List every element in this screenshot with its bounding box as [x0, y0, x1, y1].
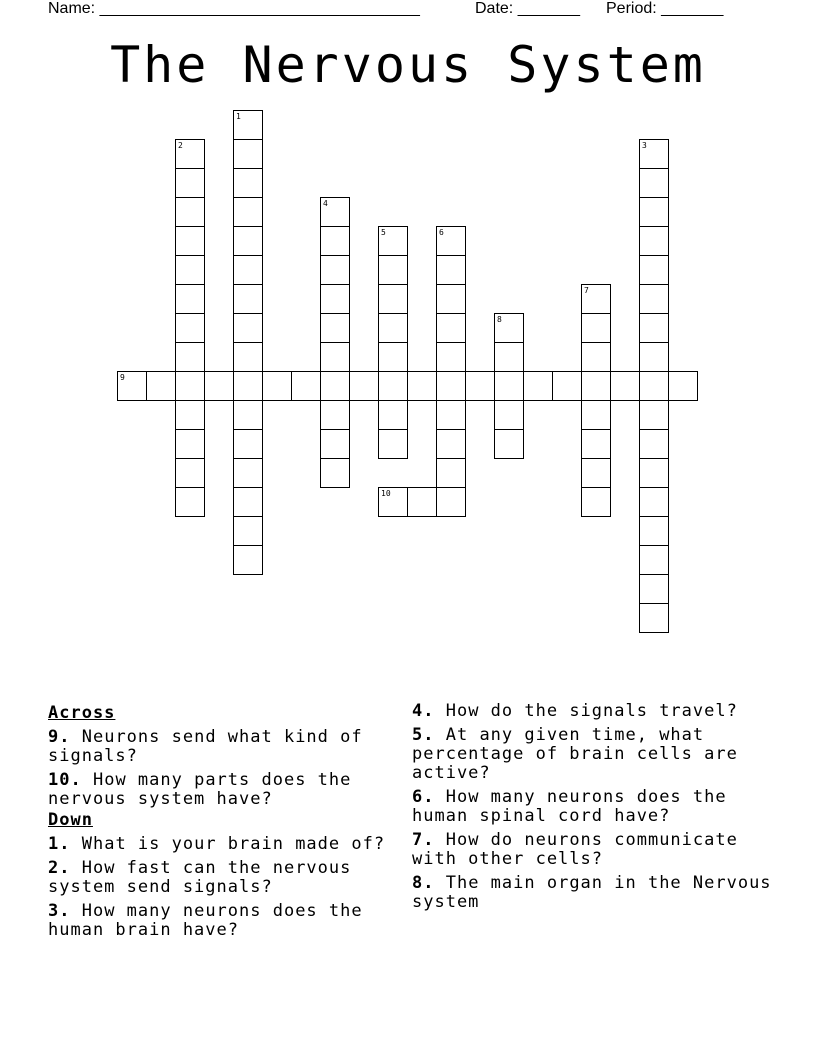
across-heading: Across — [48, 703, 116, 723]
crossword-cell[interactable] — [639, 516, 669, 546]
crossword-cell[interactable] — [639, 226, 669, 256]
clue-text: How do the signals travel? — [445, 701, 738, 721]
crossword-cell[interactable] — [233, 168, 263, 198]
clue-column-left — [48, 702, 393, 940]
cell-number: 4 — [323, 199, 328, 208]
clue-across-10 — [48, 771, 393, 809]
crossword-cell[interactable] — [262, 371, 292, 401]
clue-number: 4. — [412, 701, 435, 721]
crossword-cell[interactable] — [233, 400, 263, 430]
crossword-cell[interactable] — [204, 371, 234, 401]
crossword-cell[interactable] — [436, 284, 466, 314]
crossword-cell[interactable] — [233, 487, 263, 517]
clue-number: 10. — [48, 770, 82, 790]
crossword-cell[interactable] — [378, 487, 408, 517]
crossword-cell[interactable] — [175, 284, 205, 314]
name-field[interactable]: Name: ____________________________________ — [48, 0, 420, 17]
clue-text: What is your brain made of? — [81, 834, 386, 854]
crossword-cell[interactable] — [175, 458, 205, 488]
cell-number: 7 — [584, 286, 589, 295]
clue-text: How many parts does the nervous system have? — [48, 770, 352, 809]
crossword-cell[interactable] — [378, 226, 408, 256]
crossword-cell[interactable] — [494, 313, 524, 343]
crossword-cell[interactable] — [407, 371, 437, 401]
clue-text: How fast can the nervous system send signals? — [48, 858, 352, 897]
crossword-cell[interactable] — [378, 371, 408, 401]
crossword-cell[interactable] — [639, 255, 669, 285]
crossword-cell[interactable] — [233, 139, 263, 169]
crossword-cell[interactable] — [320, 429, 350, 459]
crossword-cell[interactable] — [552, 371, 582, 401]
clue-number: 6. — [412, 787, 435, 807]
crossword-cell[interactable] — [378, 313, 408, 343]
crossword-cell[interactable] — [639, 429, 669, 459]
clue-down-2 — [48, 859, 393, 897]
crossword-cell[interactable] — [233, 284, 263, 314]
crossword-cell[interactable] — [233, 342, 263, 372]
crossword-cell[interactable] — [233, 110, 263, 140]
down-heading: Down — [48, 810, 93, 830]
crossword-cell[interactable] — [378, 400, 408, 430]
crossword-cell[interactable] — [639, 342, 669, 372]
clue-number: 1. — [48, 834, 71, 854]
clue-across-9 — [48, 728, 393, 766]
crossword-cell[interactable] — [320, 400, 350, 430]
crossword-cell[interactable] — [436, 400, 466, 430]
crossword-cell[interactable] — [146, 371, 176, 401]
crossword-cell[interactable] — [378, 429, 408, 459]
crossword-cell[interactable] — [436, 226, 466, 256]
cell-number: 1 — [236, 112, 241, 121]
crossword-cell[interactable] — [581, 371, 611, 401]
crossword-cell[interactable] — [639, 603, 669, 633]
date-field[interactable]: Date: _______ — [475, 0, 580, 17]
clue-text: How many neurons does the human brain have? — [48, 901, 363, 940]
period-field[interactable]: Period: _______ — [606, 0, 724, 17]
crossword-cell[interactable] — [639, 139, 669, 169]
clue-text: How many neurons does the human spinal cord have? — [412, 787, 727, 826]
cell-number: 8 — [497, 315, 502, 324]
clue-down-3 — [48, 902, 393, 940]
crossword-cell[interactable] — [175, 313, 205, 343]
crossword-cell[interactable] — [175, 168, 205, 198]
crossword-cell[interactable] — [436, 429, 466, 459]
crossword-cell[interactable] — [581, 342, 611, 372]
crossword-cell[interactable] — [320, 197, 350, 227]
crossword-cell[interactable] — [320, 226, 350, 256]
crossword-cell[interactable] — [581, 400, 611, 430]
crossword-cell[interactable] — [233, 516, 263, 546]
clue-number: 8. — [412, 873, 435, 893]
crossword-cell[interactable] — [436, 371, 466, 401]
crossword-cell[interactable] — [581, 458, 611, 488]
crossword-cell[interactable] — [320, 284, 350, 314]
crossword-cell[interactable] — [639, 313, 669, 343]
crossword-cell[interactable] — [581, 487, 611, 517]
crossword-cell[interactable] — [436, 458, 466, 488]
page-title: The Nervous System — [110, 36, 706, 94]
crossword-cell[interactable] — [494, 400, 524, 430]
crossword-cell[interactable] — [320, 255, 350, 285]
crossword-cell[interactable] — [175, 255, 205, 285]
clue-down-8 — [412, 874, 782, 912]
crossword-cell[interactable] — [639, 284, 669, 314]
crossword-cell[interactable] — [233, 545, 263, 575]
crossword-cell[interactable] — [233, 226, 263, 256]
clue-text: The main organ in the Nervous system — [412, 873, 772, 912]
crossword-cell[interactable] — [175, 139, 205, 169]
crossword-cell[interactable] — [668, 371, 698, 401]
clue-down-6 — [412, 788, 782, 826]
crossword-cell[interactable] — [523, 371, 553, 401]
crossword-cell[interactable] — [233, 429, 263, 459]
crossword-cell[interactable] — [639, 487, 669, 517]
crossword-cell[interactable] — [436, 255, 466, 285]
clue-text: How do neurons communicate with other cells? — [412, 830, 738, 869]
clue-down-4 — [412, 702, 782, 721]
crossword-cell[interactable] — [175, 197, 205, 227]
crossword-cell[interactable] — [233, 371, 263, 401]
clue-down-7 — [412, 831, 782, 869]
cell-number: 10 — [381, 489, 391, 498]
clue-number: 9. — [48, 727, 71, 747]
crossword-cell[interactable] — [436, 313, 466, 343]
clue-down-1 — [48, 835, 393, 854]
crossword-cell[interactable] — [639, 168, 669, 198]
crossword-cell[interactable] — [320, 313, 350, 343]
crossword-cell[interactable] — [494, 429, 524, 459]
clue-number: 7. — [412, 830, 435, 850]
crossword-cell[interactable] — [639, 371, 669, 401]
crossword-cell[interactable] — [639, 400, 669, 430]
crossword-cell[interactable] — [639, 545, 669, 575]
crossword-cell[interactable] — [291, 371, 321, 401]
crossword-cell[interactable] — [175, 371, 205, 401]
crossword-cell[interactable] — [175, 226, 205, 256]
crossword-cell[interactable] — [320, 371, 350, 401]
crossword-cell[interactable] — [117, 371, 147, 401]
crossword-cell[interactable] — [581, 284, 611, 314]
crossword-cell[interactable] — [465, 371, 495, 401]
clue-text: Neurons send what kind of signals? — [48, 727, 363, 766]
crossword-cell[interactable] — [639, 458, 669, 488]
crossword-cell[interactable] — [436, 342, 466, 372]
cell-number: 3 — [642, 141, 647, 150]
crossword-cell[interactable] — [610, 371, 640, 401]
crossword-cell[interactable] — [349, 371, 379, 401]
crossword-cell[interactable] — [494, 371, 524, 401]
crossword-cell[interactable] — [639, 574, 669, 604]
crossword-cell[interactable] — [378, 342, 408, 372]
clue-number: 3. — [48, 901, 71, 921]
crossword-cell[interactable] — [378, 284, 408, 314]
clue-number: 2. — [48, 858, 71, 878]
crossword-cell[interactable] — [233, 255, 263, 285]
clue-text: At any given time, what percentage of brain cells are active? — [412, 725, 738, 783]
crossword-cell[interactable] — [175, 487, 205, 517]
crossword-cell[interactable] — [407, 487, 437, 517]
cell-number: 5 — [381, 228, 386, 237]
clue-number: 5. — [412, 725, 435, 745]
crossword-cell[interactable] — [175, 400, 205, 430]
clue-down-5 — [412, 726, 782, 783]
crossword-cell[interactable] — [378, 255, 408, 285]
crossword-cell[interactable] — [233, 197, 263, 227]
crossword-cell[interactable] — [436, 487, 466, 517]
cell-number: 9 — [120, 373, 125, 382]
crossword-cell[interactable] — [494, 342, 524, 372]
crossword-cell[interactable] — [639, 197, 669, 227]
cell-number: 2 — [178, 141, 183, 150]
crossword-cell[interactable] — [320, 458, 350, 488]
crossword-cell[interactable] — [233, 313, 263, 343]
crossword-cell[interactable] — [581, 313, 611, 343]
crossword-cell[interactable] — [175, 429, 205, 459]
clue-column-right — [412, 702, 782, 912]
crossword-cell[interactable] — [320, 342, 350, 372]
crossword-cell[interactable] — [233, 458, 263, 488]
crossword-cell[interactable] — [175, 342, 205, 372]
crossword-cell[interactable] — [581, 429, 611, 459]
cell-number: 6 — [439, 228, 444, 237]
